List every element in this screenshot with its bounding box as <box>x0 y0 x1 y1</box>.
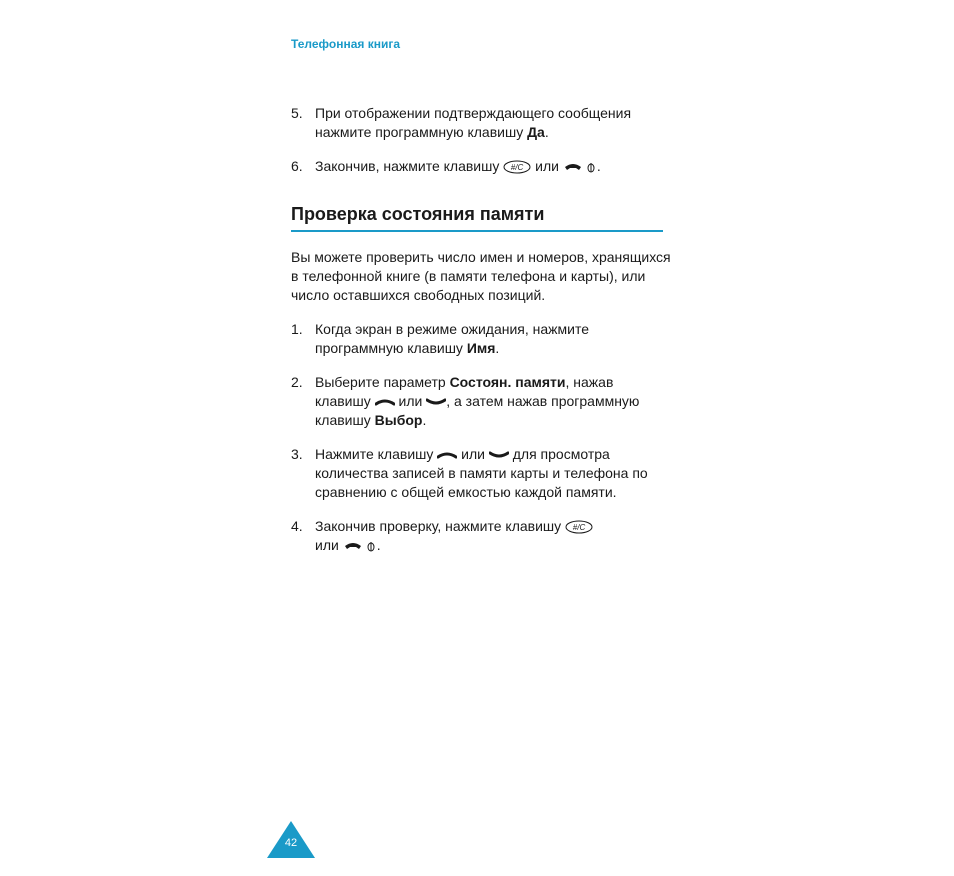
or-text: или <box>394 393 427 409</box>
page-number: 42 <box>284 837 298 849</box>
end-power-key-icon <box>343 539 377 553</box>
step-text-end: . <box>544 124 549 140</box>
nav-down-key-icon <box>426 397 446 407</box>
menu-option-memory-status: Состоян. памяти <box>449 374 566 390</box>
step-text: , нажав клавишу <box>315 374 614 409</box>
list-item-step-1 <box>291 320 671 358</box>
section-heading: Проверка состояния памяти <box>291 203 663 232</box>
step-text: Когда экран в режиме ожидания, нажмите программную клавишу <box>315 321 590 356</box>
list-item-step-3 <box>291 445 671 502</box>
softkey-label-select: Выбор <box>374 412 423 428</box>
page-number-badge <box>267 821 315 858</box>
svg-text:#/C: #/C <box>572 523 586 533</box>
or-text: или <box>315 537 343 553</box>
step-number: 4. <box>291 518 303 534</box>
running-header: Телефонная книга <box>291 37 401 51</box>
step-text-end: . <box>376 537 381 553</box>
page-content <box>291 104 671 570</box>
nav-up-key-icon <box>375 397 395 407</box>
intro-paragraph: Вы можете проверить число имен и номеров, хранящихся в телефонной книге (в памяти телефона и карты), или число оставшихся свободных позиций. <box>291 249 671 303</box>
step-text: для просмотра количества записей в памяти карты и телефона по сравнению с общей емкостью каждой памяти. <box>315 446 648 500</box>
list-item-step-2 <box>291 373 671 430</box>
softkey-label-name: Имя <box>466 340 496 356</box>
nav-up-key-icon <box>437 450 457 460</box>
or-text: или <box>531 158 563 174</box>
step-text-end: . <box>596 158 601 174</box>
list-item-step-5 <box>291 104 671 142</box>
softkey-label-yes: Да <box>527 124 545 140</box>
step-text: Закончив проверку, нажмите клавишу <box>315 518 566 534</box>
step-text: При отображении подтверждающего сообщения нажмите программную клавишу <box>315 105 632 140</box>
list-item-step-4 <box>291 517 671 555</box>
end-power-key-icon <box>563 160 597 174</box>
nav-down-key-icon <box>489 450 509 460</box>
step-number: 3. <box>291 446 303 462</box>
step-text: Выберите параметр <box>315 374 450 390</box>
step-number: 1. <box>291 321 303 337</box>
step-text: Закончив, нажмите клавишу <box>315 158 504 174</box>
step-number: 5. <box>291 105 303 121</box>
or-text: или <box>457 446 489 462</box>
step-text: , а затем нажав программную клавишу <box>315 393 640 428</box>
step-text: Нажмите клавишу <box>315 446 438 462</box>
step-number: 6. <box>291 158 303 174</box>
clear-key-icon <box>503 160 531 174</box>
clear-key-icon <box>565 520 593 534</box>
step-number: 2. <box>291 374 303 390</box>
steps-list-top <box>291 104 671 176</box>
svg-text:#/C: #/C <box>511 163 524 173</box>
step-text-end: . <box>495 340 500 356</box>
step-text-end: . <box>422 412 427 428</box>
list-item-step-6 <box>291 157 671 176</box>
steps-list-memory <box>291 320 671 555</box>
